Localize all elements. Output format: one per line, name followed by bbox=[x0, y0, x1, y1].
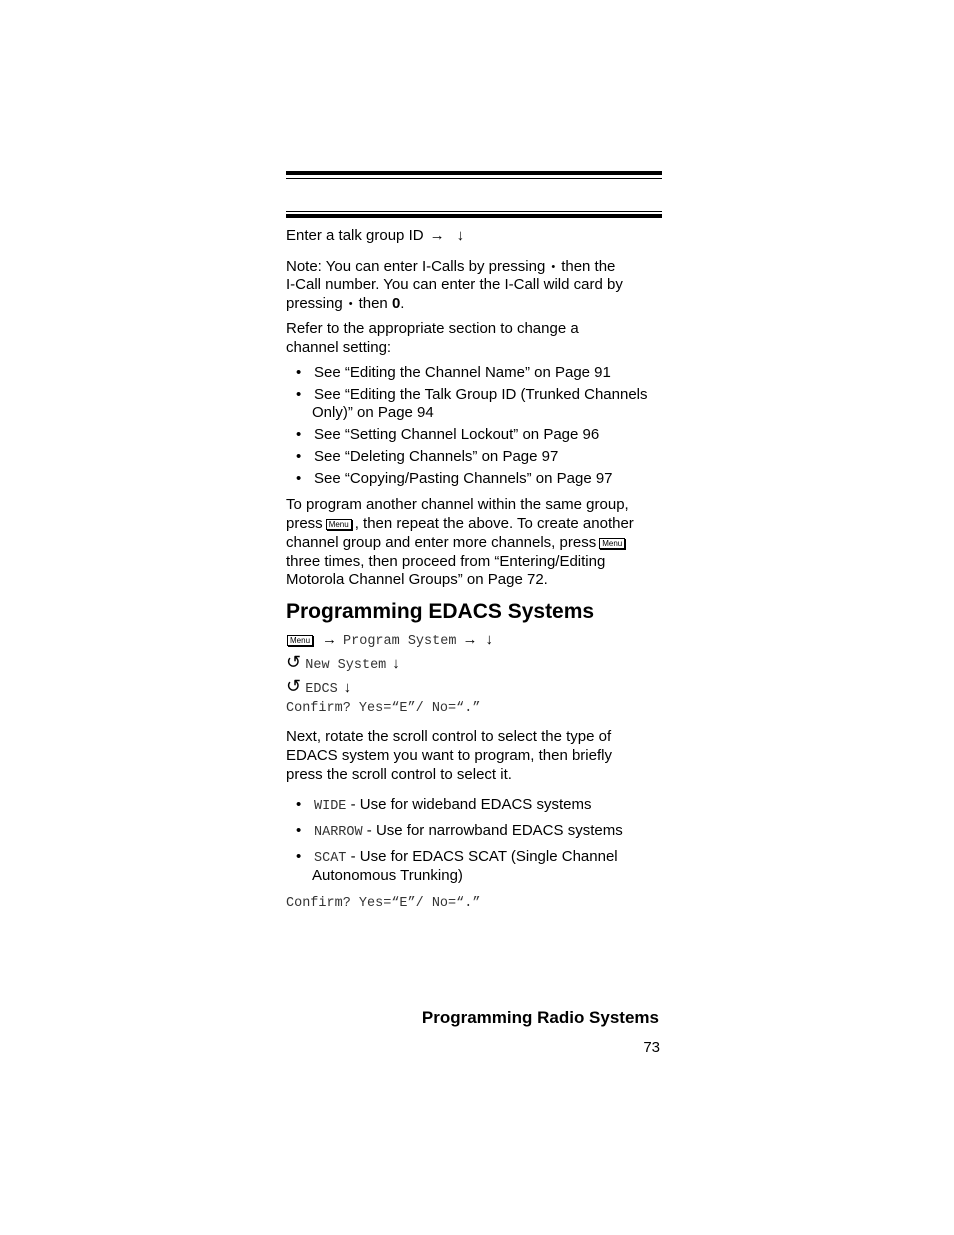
refer-line-2: channel setting: bbox=[286, 339, 392, 356]
edcs-display: EDCS bbox=[305, 682, 338, 697]
note-line-1 bbox=[286, 257, 662, 277]
confirm-display-1: Confirm? Yes=“E”/ No=“.” bbox=[286, 701, 481, 716]
menu-key-icon: Menu bbox=[287, 635, 313, 646]
new-system-display: New System bbox=[305, 658, 387, 673]
sequence-line-3 bbox=[286, 677, 662, 699]
down-arrow-icon: ↓ bbox=[456, 227, 465, 244]
program-line-4: three times, then proceed from “Entering/Editing bbox=[286, 553, 606, 570]
talk-group-instruction bbox=[286, 226, 662, 245]
wide-code: WIDE bbox=[314, 799, 347, 814]
program-system-display: Program System bbox=[343, 634, 457, 649]
note-text: . bbox=[400, 295, 405, 312]
top-rule-thin bbox=[286, 178, 662, 179]
confirm-display-2: Confirm? Yes=“E”/ No=“.” bbox=[286, 896, 481, 911]
right-arrow-icon: → bbox=[429, 227, 445, 244]
rotate-icon: ↺ bbox=[286, 652, 302, 672]
type-item-scat bbox=[314, 847, 618, 868]
see-item-3: See “Setting Channel Lockout” on Page 96 bbox=[314, 426, 600, 443]
see-item-1: See “Editing the Channel Name” on Page 91 bbox=[314, 364, 611, 381]
note-text: then the bbox=[561, 258, 616, 275]
page-number: 73 bbox=[643, 1039, 660, 1056]
note-text: then bbox=[358, 295, 388, 312]
next-line-2: EDACS system you want to program, then briefly bbox=[286, 747, 612, 764]
right-arrow-icon: → bbox=[322, 631, 338, 648]
note-text: pressing bbox=[286, 295, 343, 312]
see-item-4: See “Deleting Channels” on Page 97 bbox=[314, 448, 559, 465]
note-line-2: I-Call number. You can enter the I-Call wild card by bbox=[286, 276, 623, 293]
note-text: Note: You can enter I-Calls by pressing bbox=[286, 258, 546, 275]
program-text: press bbox=[286, 515, 323, 532]
type-desc: - Use for narrowband EDACS systems bbox=[362, 822, 623, 839]
next-line-1: Next, rotate the scroll control to select the type of bbox=[286, 728, 612, 745]
type-desc: - Use for wideband EDACS systems bbox=[346, 796, 592, 813]
bullet: • bbox=[296, 364, 302, 381]
type-item-wide bbox=[314, 795, 592, 816]
bullet: • bbox=[296, 470, 302, 487]
down-arrow-icon: ↓ bbox=[392, 655, 400, 672]
next-line-3: press the scroll control to select it. bbox=[286, 766, 512, 783]
narrow-code: NARROW bbox=[314, 825, 363, 840]
zero-key: 0 bbox=[391, 295, 401, 312]
rotate-icon: ↺ bbox=[286, 676, 302, 696]
down-arrow-icon: ↓ bbox=[343, 679, 352, 696]
program-text: channel group and enter more channels, press bbox=[286, 534, 597, 551]
bullet: • bbox=[296, 848, 302, 865]
type-item-scat-cont: Autonomous Trunking) bbox=[312, 867, 463, 884]
talk-group-label: Enter a talk group ID bbox=[286, 227, 424, 244]
bullet: • bbox=[296, 386, 302, 403]
menu-key-icon: Menu bbox=[326, 519, 352, 530]
down-arrow-icon: ↓ bbox=[485, 631, 493, 648]
sequence-line-1 bbox=[286, 630, 662, 651]
mid-rule-thin bbox=[286, 211, 662, 212]
type-item-narrow bbox=[314, 821, 623, 842]
mid-rule-thick bbox=[286, 214, 662, 218]
type-desc: - Use for EDACS SCAT (Single Channel bbox=[346, 848, 618, 865]
bullet: • bbox=[296, 822, 302, 839]
refer-line-1: Refer to the appropriate section to change a bbox=[286, 320, 579, 337]
see-item-2: See “Editing the Talk Group ID (Trunked Channels bbox=[314, 386, 648, 403]
program-line-2 bbox=[286, 514, 662, 533]
bullet: • bbox=[296, 448, 302, 465]
see-item-2-cont: Only)” on Page 94 bbox=[312, 404, 434, 421]
note-line-3 bbox=[286, 294, 662, 314]
see-item-5: See “Copying/Pasting Channels” on Page 97 bbox=[314, 470, 613, 487]
dot-key-icon: • bbox=[551, 261, 556, 273]
scat-code: SCAT bbox=[314, 851, 347, 866]
program-line-5: Motorola Channel Groups” on Page 72. bbox=[286, 571, 548, 588]
dot-key-icon: • bbox=[348, 298, 353, 310]
footer-section-title: Programming Radio Systems bbox=[421, 1008, 659, 1027]
bullet: • bbox=[296, 426, 302, 443]
program-line-3 bbox=[286, 533, 662, 552]
program-text: , then repeat the above. To create another bbox=[354, 515, 634, 532]
section-title: Programming EDACS Systems bbox=[286, 600, 595, 623]
sequence-line-2 bbox=[286, 653, 662, 675]
right-arrow-icon: → bbox=[462, 631, 478, 648]
bullet: • bbox=[296, 796, 302, 813]
menu-key-icon: Menu bbox=[599, 538, 625, 549]
top-rule-thick bbox=[286, 171, 662, 175]
program-line-1: To program another channel within the same group, bbox=[286, 496, 629, 513]
